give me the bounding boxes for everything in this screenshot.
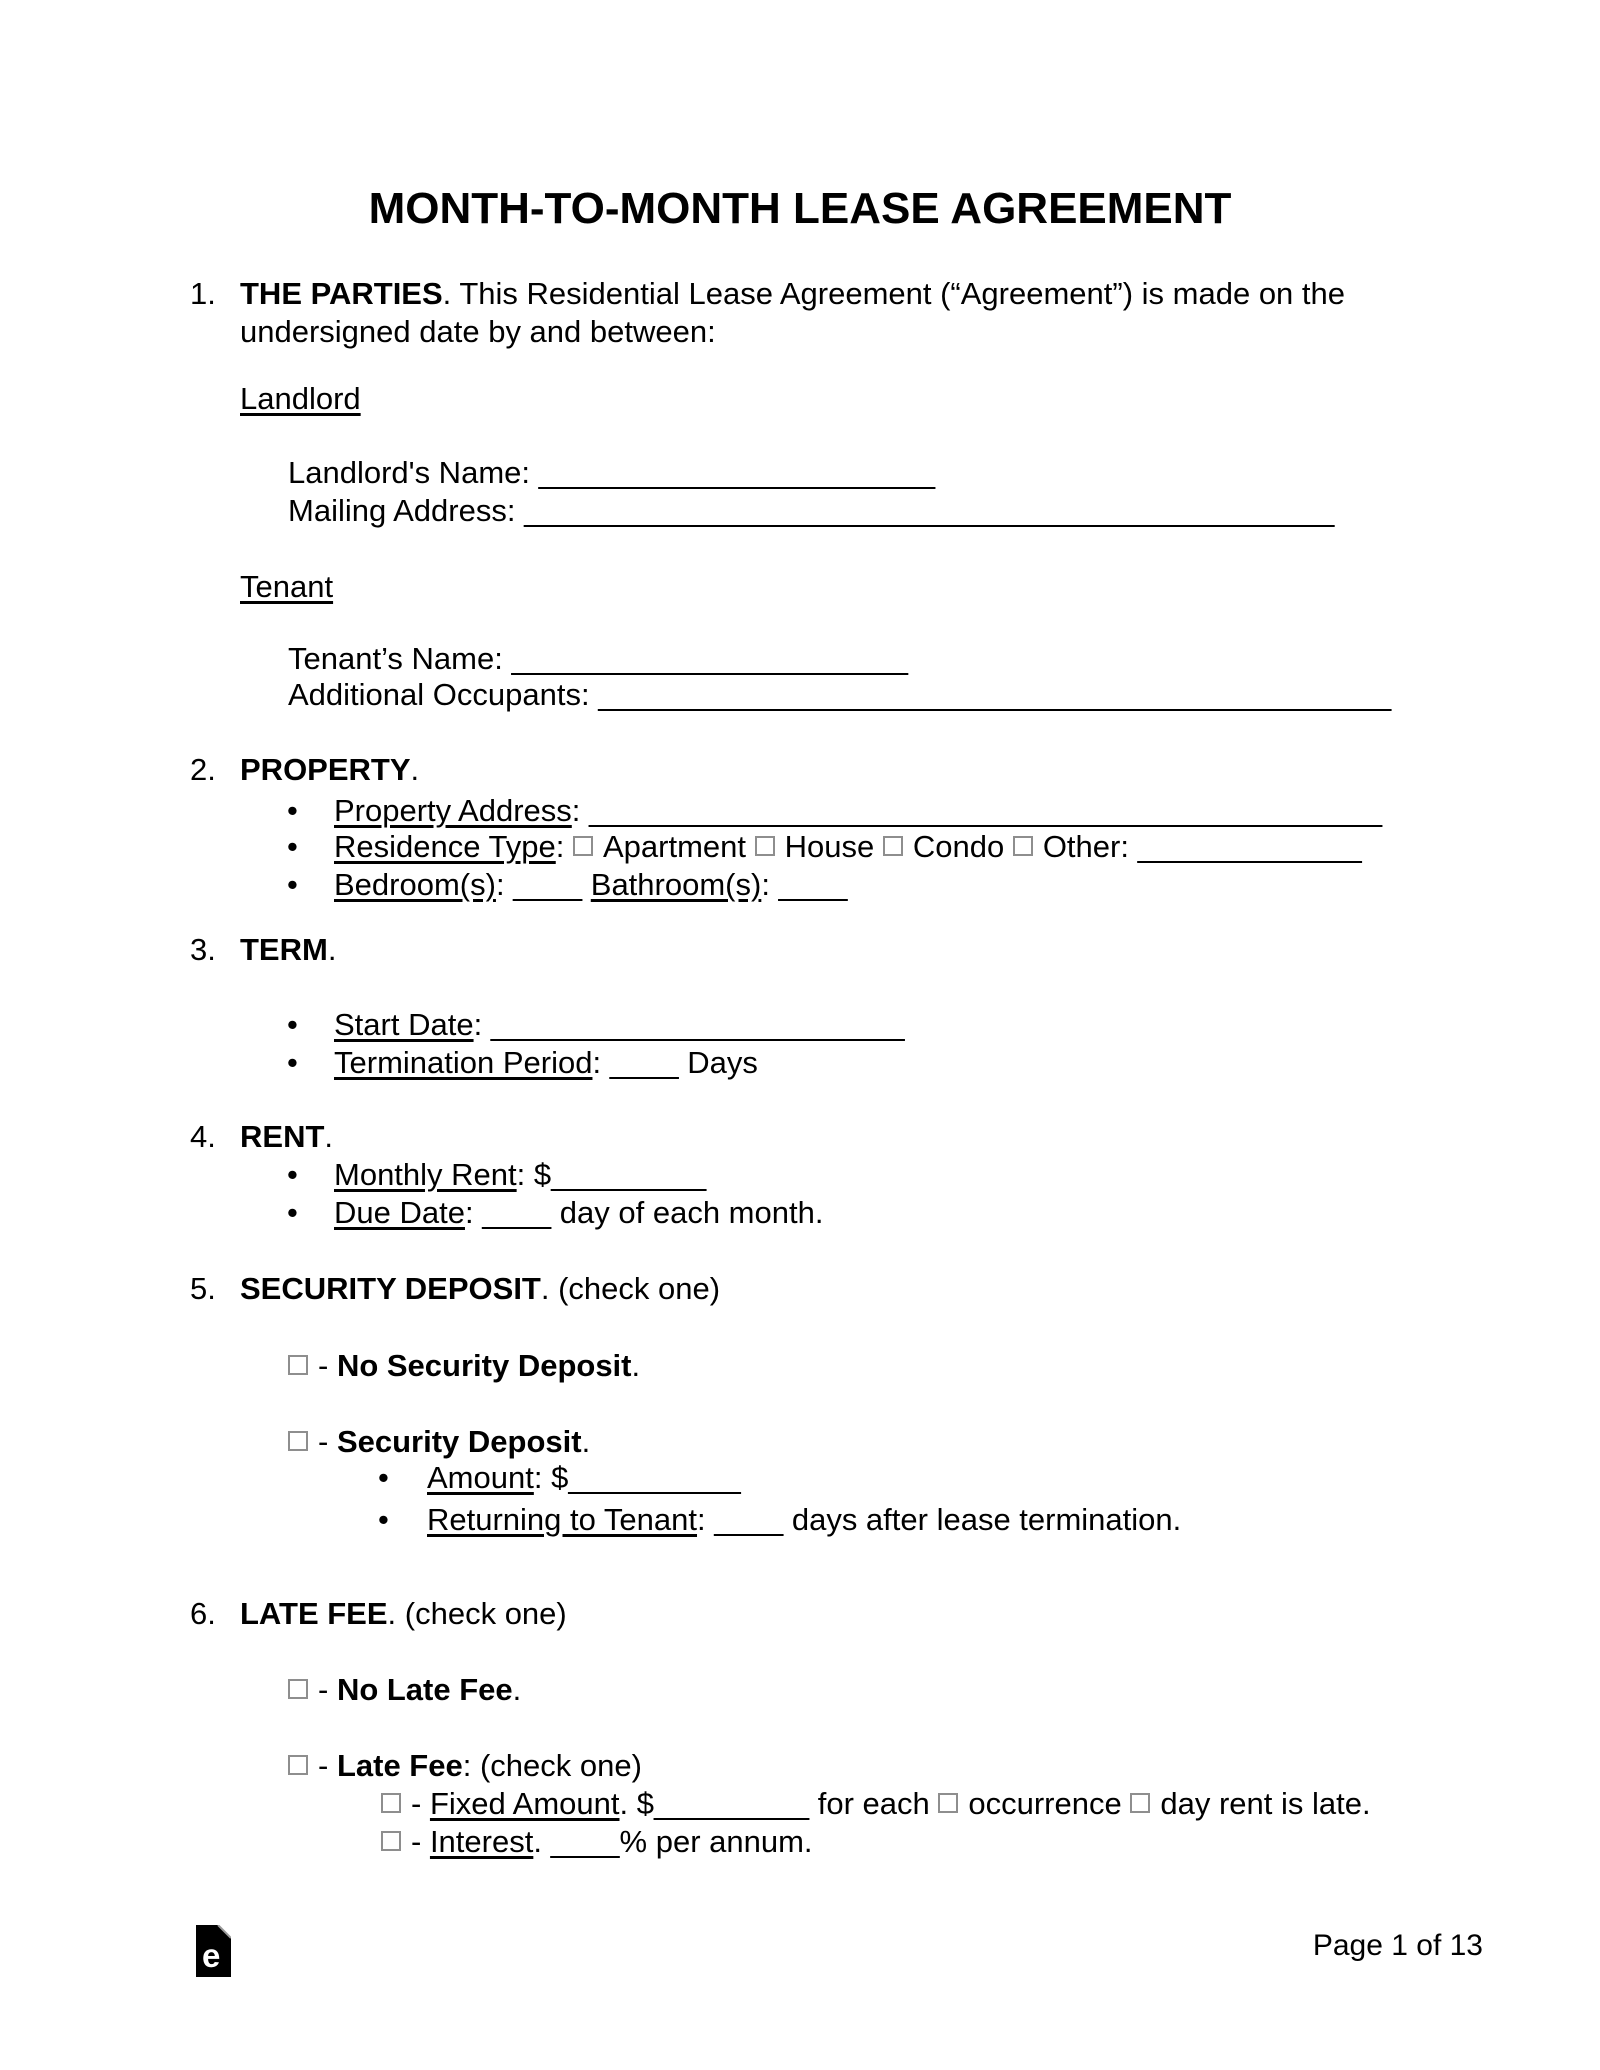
section-property-heading: PROPERTY bbox=[240, 752, 411, 787]
house-option-label: House bbox=[784, 829, 883, 864]
condo-checkbox[interactable] bbox=[883, 836, 903, 856]
start-date-label: Start Date bbox=[334, 1007, 474, 1042]
section-parties-heading: THE PARTIES bbox=[240, 276, 443, 311]
bedrooms-label: Bedroom(s) bbox=[334, 867, 496, 902]
document-title: MONTH-TO-MONTH LEASE AGREEMENT bbox=[368, 184, 1232, 233]
no-security-deposit-after: . bbox=[631, 1348, 641, 1383]
deposit-amount-field[interactable]: __________ bbox=[568, 1460, 741, 1495]
apartment-option-label: Apartment bbox=[602, 829, 755, 864]
interest-sep: . bbox=[533, 1824, 551, 1859]
late-fee-checkbox[interactable] bbox=[288, 1755, 308, 1775]
late-fee-after: : (check one) bbox=[462, 1748, 642, 1783]
landlord-name-sep: : bbox=[521, 455, 539, 490]
additional-occupants-label: Additional Occupants bbox=[288, 677, 581, 712]
no-late-fee-label: No Late Fee bbox=[336, 1672, 513, 1707]
bullet-icon: • bbox=[378, 1460, 389, 1495]
returning-to-tenant-label: Returning to Tenant bbox=[427, 1502, 698, 1537]
security-deposit-checkbox[interactable] bbox=[288, 1431, 308, 1451]
mailing-address-field[interactable]: _______________________________________________ bbox=[524, 493, 1335, 528]
interest-checkbox[interactable] bbox=[381, 1831, 401, 1851]
logo-letter: e bbox=[202, 1937, 221, 1974]
section-rent-after: . bbox=[324, 1119, 334, 1154]
other-residence-field[interactable]: _____________ bbox=[1137, 829, 1362, 864]
condo-option-label: Condo bbox=[912, 829, 1013, 864]
page-number: Page 1 of 13 bbox=[1312, 1929, 1483, 1962]
mailing-address-sep: : bbox=[506, 493, 525, 528]
other-option-label: Other: bbox=[1042, 829, 1138, 864]
bathrooms-label: Bathroom(s) bbox=[590, 867, 762, 902]
termination-period-label: Termination Period bbox=[334, 1045, 593, 1080]
no-late-fee-checkbox[interactable] bbox=[288, 1679, 308, 1699]
fixed-amount-field[interactable]: _________ bbox=[653, 1786, 810, 1821]
other-checkbox[interactable] bbox=[1013, 836, 1033, 856]
tenant-heading: Tenant bbox=[240, 569, 334, 604]
returning-to-tenant-sep: : bbox=[697, 1502, 715, 1537]
no-late-fee-after: . bbox=[512, 1672, 522, 1707]
security-deposit-dash: - bbox=[318, 1424, 337, 1459]
termination-period-field[interactable]: ____ bbox=[609, 1045, 679, 1080]
occurrence-label: occurrence bbox=[968, 1786, 1131, 1821]
due-date-label: Due Date bbox=[334, 1195, 465, 1230]
fixed-amount-for-each: for each bbox=[809, 1786, 939, 1821]
fixed-amount-sep: . $ bbox=[619, 1786, 654, 1821]
due-date-field[interactable]: ____ bbox=[482, 1195, 552, 1230]
mailing-address-label: Mailing Address bbox=[288, 493, 507, 528]
section-rent-heading: RENT bbox=[240, 1119, 325, 1154]
fixed-amount-checkbox[interactable] bbox=[381, 1793, 401, 1813]
section-term-after: . bbox=[327, 932, 337, 967]
property-address-sep: : bbox=[571, 793, 590, 828]
rooms-gap bbox=[582, 867, 591, 902]
tenant-name-label: Tenant’s Name bbox=[288, 641, 495, 676]
monthly-rent-sep: : $ bbox=[516, 1157, 552, 1192]
section-term-number: 3. bbox=[190, 932, 216, 967]
tenant-name-field[interactable]: _______________________ bbox=[511, 641, 908, 676]
section-security-deposit-after: . (check one) bbox=[540, 1271, 721, 1306]
section-parties-body: . This Residential Lease Agreement (“Agreement”) is made on the undersigned date by and between: bbox=[240, 276, 1346, 349]
deposit-amount-sep: : $ bbox=[533, 1460, 569, 1495]
section-property-number: 2. bbox=[190, 752, 216, 787]
section-rent-number: 4. bbox=[190, 1119, 216, 1154]
interest-label: Interest bbox=[429, 1824, 534, 1859]
section-security-deposit-heading: SECURITY DEPOSIT bbox=[240, 1271, 541, 1306]
eforms-logo bbox=[196, 1925, 231, 1977]
residence-type-sep: : bbox=[555, 829, 573, 864]
deposit-amount-label: Amount bbox=[427, 1460, 534, 1495]
no-security-deposit-label: No Security Deposit bbox=[336, 1348, 632, 1383]
bullet-icon: • bbox=[287, 1157, 298, 1192]
bullet-icon: • bbox=[287, 829, 298, 864]
interest-field[interactable]: ____ bbox=[550, 1824, 620, 1859]
returning-to-tenant-field[interactable]: ____ bbox=[714, 1502, 784, 1537]
section-late-fee-after: . (check one) bbox=[387, 1596, 567, 1631]
bullet-icon: • bbox=[378, 1502, 389, 1537]
section-parties-text bbox=[240, 275, 1392, 351]
bathrooms-sep: : bbox=[761, 867, 779, 902]
property-address-label: Property Address bbox=[334, 793, 572, 828]
bedrooms-sep: : bbox=[495, 867, 514, 902]
bullet-icon: • bbox=[287, 1045, 298, 1080]
section-security-deposit-number: 5. bbox=[190, 1271, 216, 1306]
section-property-after: . bbox=[410, 752, 420, 787]
returning-to-tenant-after: days after lease termination. bbox=[783, 1502, 1182, 1537]
start-date-sep: : bbox=[473, 1007, 491, 1042]
termination-period-after: Days bbox=[678, 1045, 758, 1080]
no-late-fee-dash: - bbox=[318, 1672, 337, 1707]
bullet-icon: • bbox=[287, 793, 298, 828]
landlord-name-label: Landlord's Name bbox=[288, 455, 522, 490]
property-address-field[interactable]: ______________________________________________ bbox=[589, 793, 1383, 828]
bullet-icon: • bbox=[287, 867, 298, 902]
security-deposit-after: . bbox=[581, 1424, 591, 1459]
additional-occupants-sep: : bbox=[580, 677, 599, 712]
monthly-rent-field[interactable]: _________ bbox=[551, 1157, 707, 1192]
interest-dash: - bbox=[411, 1824, 430, 1859]
termination-period-sep: : bbox=[592, 1045, 610, 1080]
day-rent-late-checkbox[interactable] bbox=[1130, 1793, 1150, 1813]
no-security-deposit-checkbox[interactable] bbox=[288, 1355, 308, 1375]
monthly-rent-label: Monthly Rent bbox=[334, 1157, 517, 1192]
late-fee-label: Late Fee bbox=[336, 1748, 463, 1783]
late-fee-dash: - bbox=[318, 1748, 337, 1783]
occurrence-checkbox[interactable] bbox=[938, 1793, 958, 1813]
bathrooms-field[interactable]: ____ bbox=[778, 867, 848, 902]
due-date-sep: : bbox=[464, 1195, 483, 1230]
residence-type-label: Residence Type bbox=[334, 829, 556, 864]
tenant-name-sep: : bbox=[494, 641, 512, 676]
section-late-fee-heading: LATE FEE bbox=[240, 1596, 388, 1631]
start-date-field[interactable]: ________________________ bbox=[490, 1007, 905, 1042]
apartment-checkbox[interactable] bbox=[573, 836, 593, 856]
due-date-after: day of each month. bbox=[551, 1195, 824, 1230]
additional-occupants-field[interactable]: ______________________________________________ bbox=[598, 677, 1392, 712]
landlord-heading: Landlord bbox=[240, 381, 361, 416]
bedrooms-field[interactable]: ____ bbox=[513, 867, 583, 902]
security-deposit-label: Security Deposit bbox=[336, 1424, 582, 1459]
landlord-name-field[interactable]: _______________________ bbox=[538, 455, 936, 490]
house-checkbox[interactable] bbox=[755, 836, 775, 856]
fixed-amount-label: Fixed Amount bbox=[429, 1786, 620, 1821]
section-term-heading: TERM bbox=[240, 932, 328, 967]
no-security-deposit-dash: - bbox=[318, 1348, 337, 1383]
interest-after: % per annum. bbox=[619, 1824, 813, 1859]
section-parties-number: 1. bbox=[190, 276, 216, 311]
section-late-fee-number: 6. bbox=[190, 1596, 216, 1631]
bullet-icon: • bbox=[287, 1195, 298, 1230]
fixed-amount-dash: - bbox=[411, 1786, 430, 1821]
bullet-icon: • bbox=[287, 1007, 298, 1042]
day-rent-late-label: day rent is late. bbox=[1160, 1786, 1371, 1821]
